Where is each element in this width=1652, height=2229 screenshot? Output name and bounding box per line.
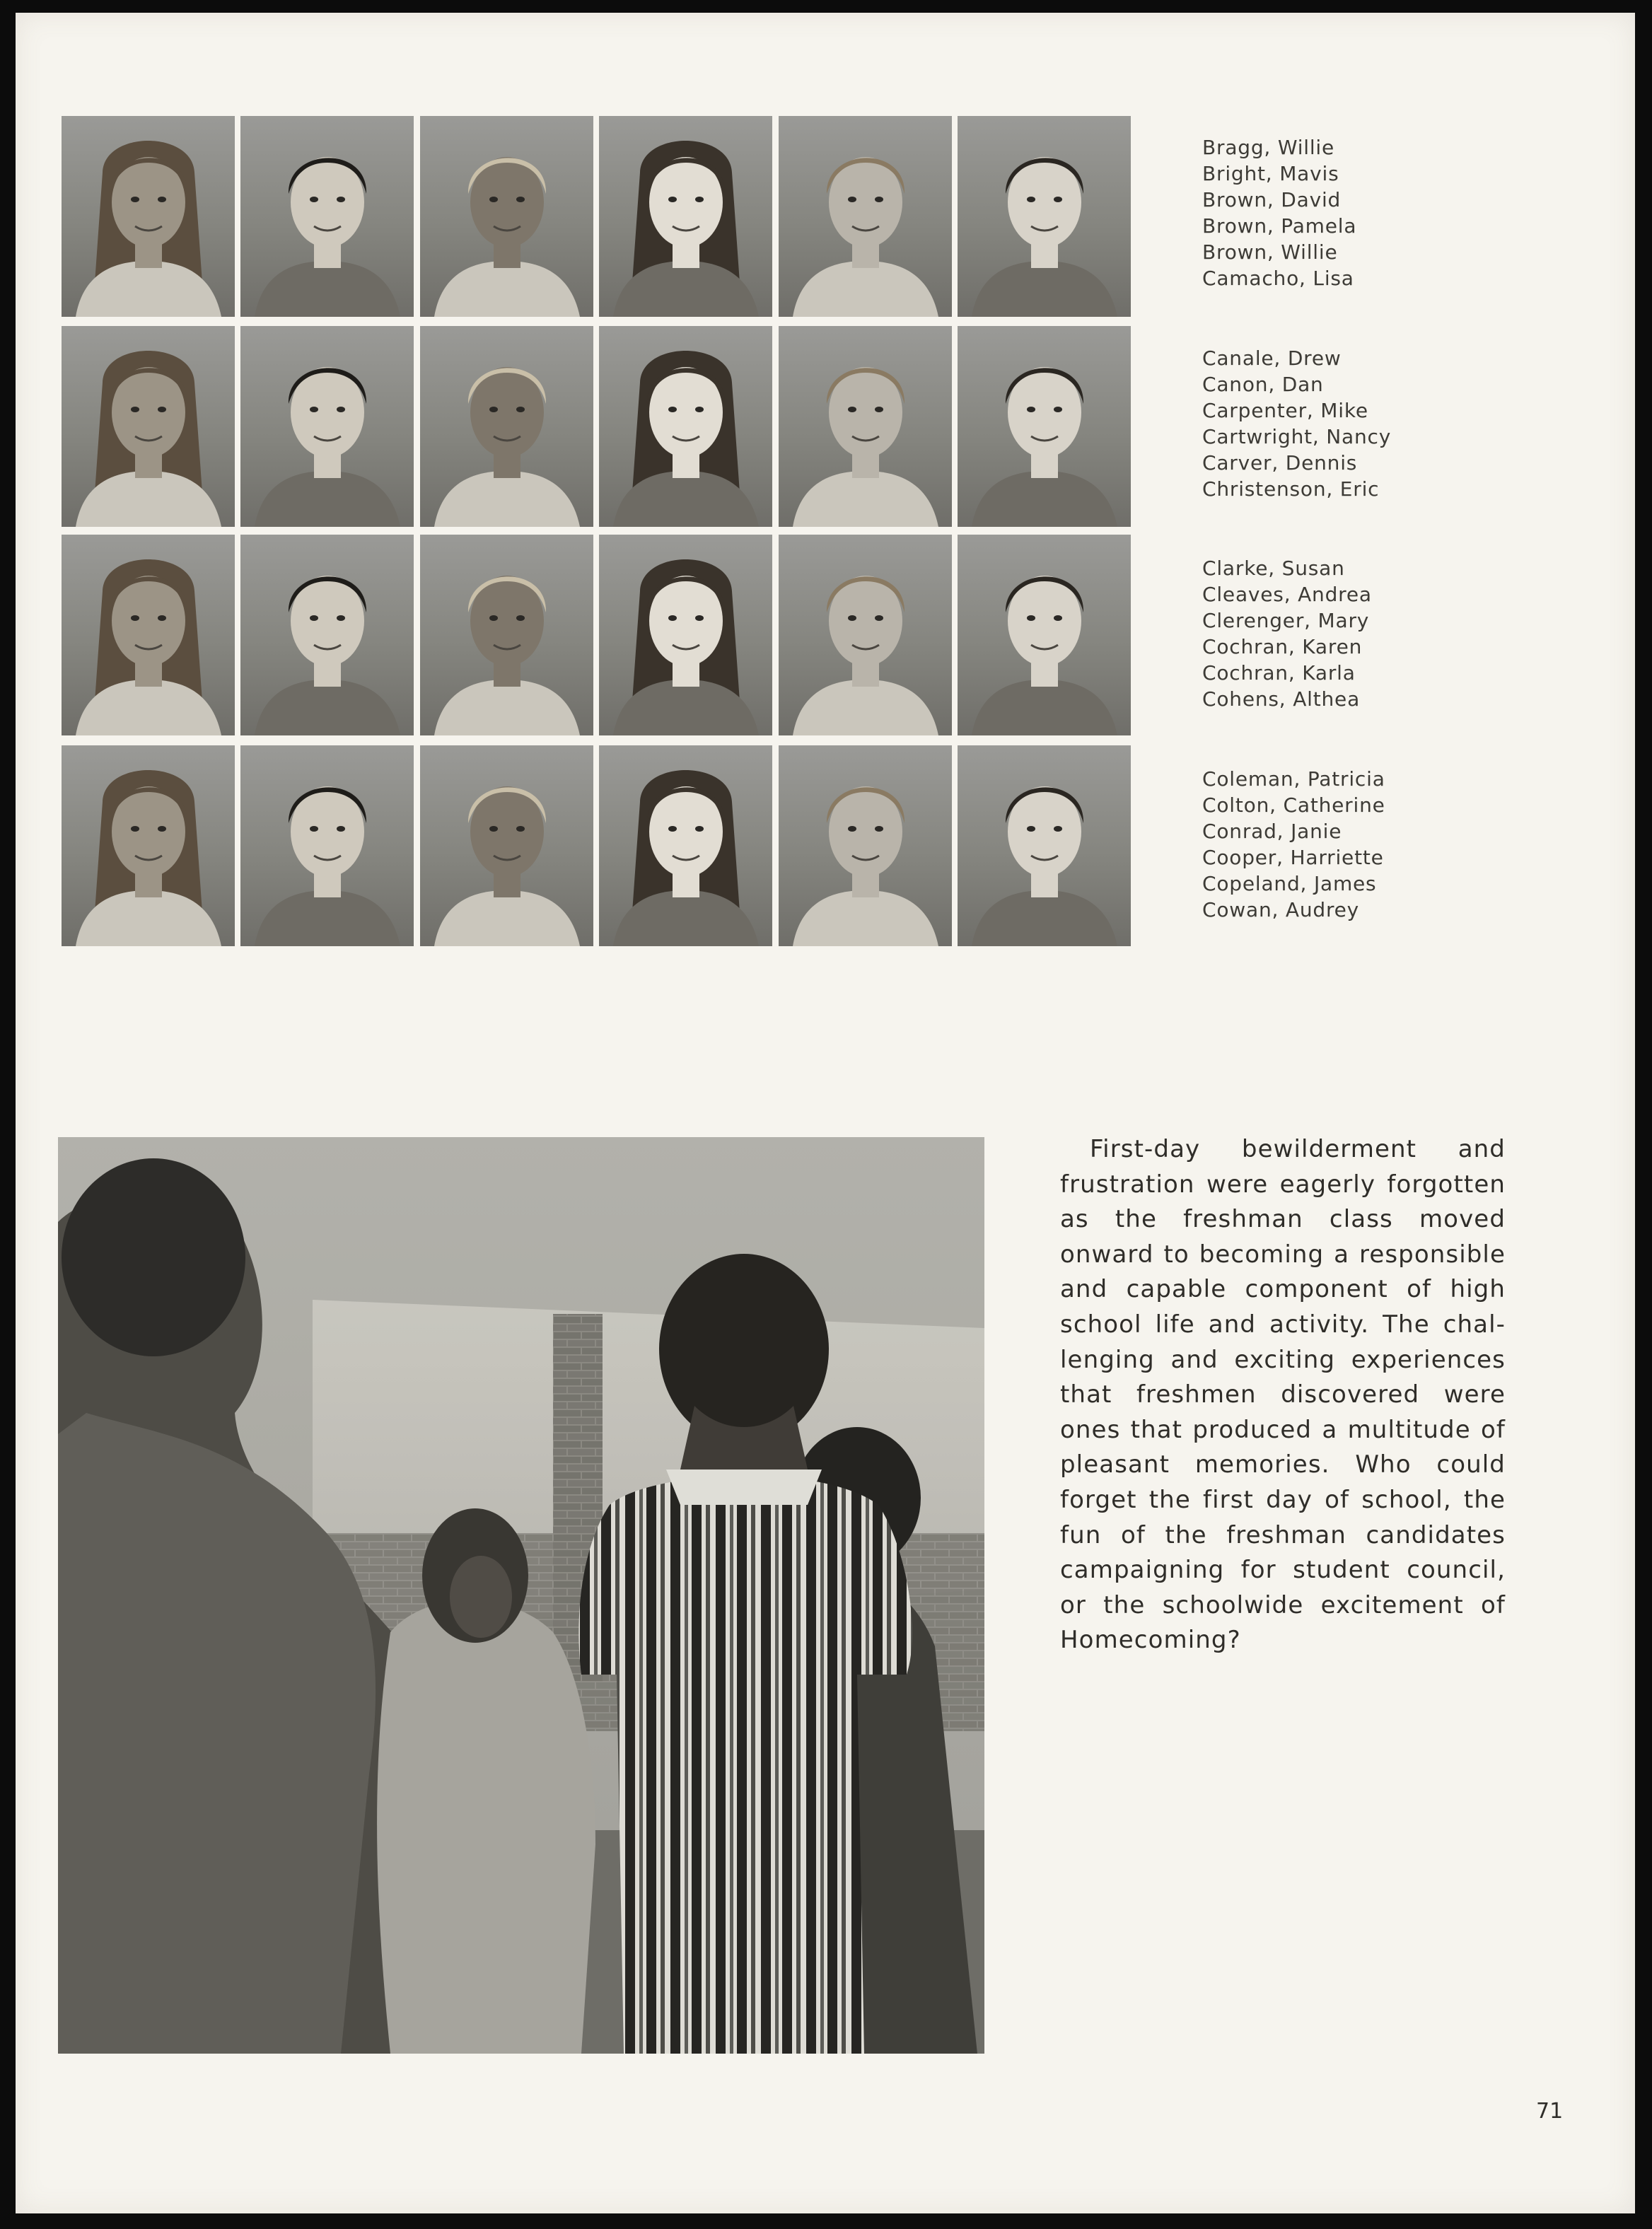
portrait-shape xyxy=(131,826,139,832)
student-name: Cartwright, Nancy xyxy=(1202,425,1392,448)
student-name: Conrad, Janie xyxy=(1202,820,1342,843)
portrait-silhouette xyxy=(599,535,772,735)
student-name: Cochran, Karla xyxy=(1202,661,1356,685)
portrait-shape xyxy=(875,197,883,202)
name-list-row-3 xyxy=(1202,555,1598,712)
portrait-shape xyxy=(972,680,1117,735)
portrait-shape xyxy=(668,826,677,832)
portrait-silhouette xyxy=(779,535,952,735)
portrait-shape xyxy=(516,826,525,832)
portrait-shape xyxy=(337,826,345,832)
student-name: Brown, Willie xyxy=(1202,240,1338,264)
portrait-silhouette xyxy=(62,745,235,946)
student-name: Bright, Mavis xyxy=(1202,162,1339,185)
portrait-shape xyxy=(434,471,580,527)
portrait-shape xyxy=(875,407,883,412)
portrait xyxy=(62,745,235,946)
portrait-shape xyxy=(489,197,498,202)
portrait-shape xyxy=(972,890,1117,946)
portrait-shape xyxy=(255,261,400,317)
student-name: Clarke, Susan xyxy=(1202,557,1345,580)
portrait-shape xyxy=(1054,826,1062,832)
portrait-silhouette xyxy=(599,116,772,317)
caption-line: or the schoolwide excitement of xyxy=(1060,1590,1506,1619)
portrait-silhouette xyxy=(420,745,593,946)
portrait xyxy=(420,745,593,946)
portrait xyxy=(958,116,1131,317)
portrait-shape xyxy=(1054,407,1062,412)
portrait-silhouette xyxy=(420,326,593,527)
portrait-silhouette xyxy=(958,326,1131,527)
yearbook-page xyxy=(16,13,1635,2213)
portrait-shape xyxy=(1027,826,1035,832)
portrait-shape xyxy=(972,261,1117,317)
portrait-shape xyxy=(668,407,677,412)
caption-line: campaigning for student council, xyxy=(1060,1556,1506,1585)
caption-line: First-day bewilderment and xyxy=(1090,1135,1506,1163)
portrait xyxy=(240,326,414,527)
caption-line: pleasant memories. Who could xyxy=(1060,1450,1506,1479)
portrait xyxy=(420,326,593,527)
student-name: Brown, Pamela xyxy=(1202,214,1357,238)
portrait-shape xyxy=(793,471,938,527)
portrait-row-2 xyxy=(62,326,1152,530)
portrait-silhouette xyxy=(240,116,414,317)
caption-line: forget the first day of school, the xyxy=(1060,1485,1506,1514)
portrait-shape xyxy=(516,197,525,202)
portrait-shape xyxy=(434,261,580,317)
portrait-silhouette xyxy=(599,326,772,527)
portrait-shape xyxy=(848,197,856,202)
portrait-silhouette xyxy=(599,745,772,946)
candid-photo-illustration xyxy=(58,1137,984,2054)
page-number: 71 xyxy=(1536,2099,1564,2124)
portrait-shape xyxy=(158,826,166,832)
portrait-shape xyxy=(158,615,166,621)
student-name: Coleman, Patricia xyxy=(1202,767,1385,791)
portrait-shape xyxy=(434,680,580,735)
portrait-shape xyxy=(1027,407,1035,412)
portrait-shape xyxy=(516,407,525,412)
portrait-shape xyxy=(434,890,580,946)
caption-line: onward to becoming a responsible xyxy=(1060,1240,1506,1269)
portrait xyxy=(62,116,235,317)
portrait xyxy=(599,535,772,735)
caption-line: as the freshman class moved xyxy=(1060,1205,1506,1234)
caption-line: school life and activity. The chal- xyxy=(1060,1310,1506,1339)
caption-line: fun of the freshman candidates xyxy=(1060,1520,1506,1549)
portrait-shape xyxy=(875,615,883,621)
portrait-shape xyxy=(310,615,318,621)
portrait-row-1 xyxy=(62,116,1152,320)
portrait-shape xyxy=(489,826,498,832)
portrait-silhouette xyxy=(779,745,952,946)
portrait-shape xyxy=(516,615,525,621)
portrait xyxy=(599,116,772,317)
portrait xyxy=(240,116,414,317)
student-name: Christenson, Eric xyxy=(1202,477,1380,501)
portrait-shape xyxy=(255,890,400,946)
caption-paragraph xyxy=(1060,1132,1506,1658)
student-name: Cowan, Audrey xyxy=(1202,898,1360,921)
name-list-row-2 xyxy=(1202,345,1598,502)
portrait xyxy=(420,535,593,735)
portrait xyxy=(240,535,414,735)
portrait xyxy=(958,535,1131,735)
portrait-shape xyxy=(695,826,704,832)
portrait-shape xyxy=(131,615,139,621)
portrait-silhouette xyxy=(958,535,1131,735)
portrait-shape xyxy=(695,407,704,412)
caption-line: Homecoming? xyxy=(1060,1626,1241,1655)
portrait-silhouette xyxy=(420,535,593,735)
portrait-shape xyxy=(255,680,400,735)
portrait xyxy=(958,745,1131,946)
portrait xyxy=(779,116,952,317)
portrait-shape xyxy=(793,890,938,946)
portrait-silhouette xyxy=(240,745,414,946)
portrait-shape xyxy=(158,407,166,412)
name-list-row-4 xyxy=(1202,766,1598,923)
portrait xyxy=(779,535,952,735)
portrait-silhouette xyxy=(62,535,235,735)
student-name: Brown, David xyxy=(1202,188,1342,211)
portrait-shape xyxy=(1027,197,1035,202)
caption-line: that freshmen discovered were xyxy=(1060,1380,1506,1409)
portrait-shape xyxy=(310,407,318,412)
portrait-shape xyxy=(1027,615,1035,621)
student-name: Colton, Catherine xyxy=(1202,793,1385,817)
student-name: Canale, Drew xyxy=(1202,347,1342,370)
portrait-shape xyxy=(131,197,139,202)
student-name: Carpenter, Mike xyxy=(1202,399,1368,422)
portrait-grid xyxy=(62,116,1152,969)
caption-line: and capable component of high xyxy=(1060,1275,1506,1304)
portrait-silhouette xyxy=(420,116,593,317)
portrait-silhouette xyxy=(62,116,235,317)
portrait-shape xyxy=(848,826,856,832)
portrait-shape xyxy=(848,615,856,621)
student-name: Cooper, Harriette xyxy=(1202,846,1384,869)
portrait-shape xyxy=(337,407,345,412)
portrait xyxy=(958,326,1131,527)
student-name: Camacho, Lisa xyxy=(1202,267,1354,290)
student-name: Cleaves, Andrea xyxy=(1202,583,1372,606)
student-name: Canon, Dan xyxy=(1202,373,1324,396)
portrait-shape xyxy=(695,615,704,621)
portrait-silhouette xyxy=(779,116,952,317)
portrait-shape xyxy=(310,826,318,832)
portrait-shape xyxy=(337,197,345,202)
portrait-shape xyxy=(695,197,704,202)
portrait xyxy=(779,745,952,946)
student-name: Clerenger, Mary xyxy=(1202,609,1370,632)
portrait xyxy=(599,326,772,527)
portrait-shape xyxy=(1054,615,1062,621)
portrait-silhouette xyxy=(62,326,235,527)
portrait xyxy=(62,326,235,527)
portrait-silhouette xyxy=(240,535,414,735)
student-name: Cochran, Karen xyxy=(1202,635,1363,658)
portrait-shape xyxy=(489,615,498,621)
portrait-row-4 xyxy=(62,745,1152,949)
portrait xyxy=(240,745,414,946)
portrait-row-3 xyxy=(62,535,1152,738)
portrait-silhouette xyxy=(958,116,1131,317)
student-name: Cohens, Althea xyxy=(1202,687,1361,711)
caption-line: lenging and exciting experiences xyxy=(1060,1345,1506,1374)
portrait-shape xyxy=(131,407,139,412)
portrait-silhouette xyxy=(779,326,952,527)
caption-line: ones that produced a multitude of xyxy=(1060,1415,1506,1444)
portrait-shape xyxy=(668,615,677,621)
portrait-silhouette xyxy=(240,326,414,527)
portrait xyxy=(599,745,772,946)
portrait-shape xyxy=(255,471,400,527)
portrait-shape xyxy=(848,407,856,412)
portrait-shape xyxy=(668,197,677,202)
portrait-shape xyxy=(1054,197,1062,202)
portrait-shape xyxy=(793,261,938,317)
portrait xyxy=(420,116,593,317)
portrait-shape xyxy=(793,680,938,735)
portrait-shape xyxy=(158,197,166,202)
portrait-shape xyxy=(972,471,1117,527)
portrait-shape xyxy=(337,615,345,621)
name-list-row-1 xyxy=(1202,134,1598,291)
portrait-shape xyxy=(310,197,318,202)
portrait-shape xyxy=(489,407,498,412)
portrait xyxy=(779,326,952,527)
portrait-shape xyxy=(875,826,883,832)
student-name: Copeland, James xyxy=(1202,872,1377,895)
caption-line: frustration were eagerly forgotten xyxy=(1060,1170,1506,1199)
student-name: Bragg, Willie xyxy=(1202,136,1335,159)
student-name: Carver, Dennis xyxy=(1202,451,1358,475)
portrait xyxy=(62,535,235,735)
portrait-silhouette xyxy=(958,745,1131,946)
candid-photo xyxy=(58,1137,984,2054)
